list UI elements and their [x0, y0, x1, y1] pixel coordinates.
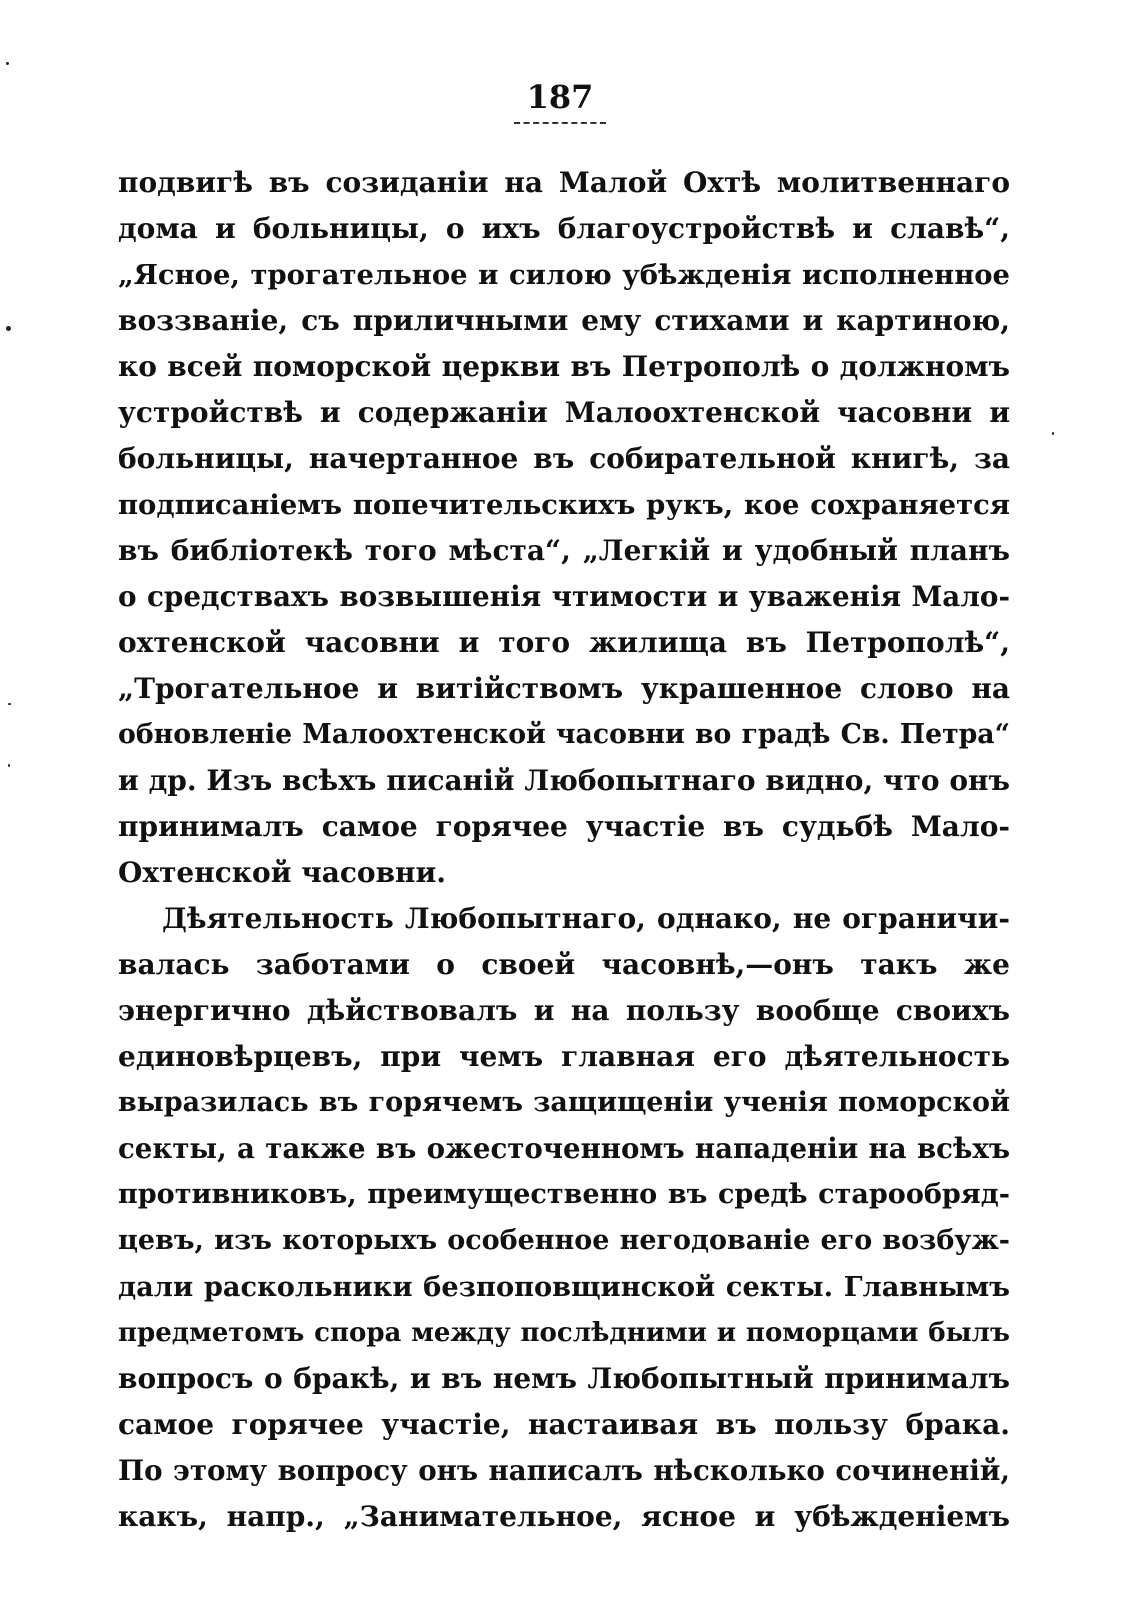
text-line: дома и больницы, о ихъ благоустройствѣ и славѣ“,	[118, 212, 1010, 245]
body-text	[118, 160, 1010, 1540]
text-line: вопросъ о бракѣ, и въ немъ Любопытный принималъ	[118, 1362, 1010, 1395]
text-line: Охтенской часовни.	[118, 856, 447, 889]
text-line: „Трогательное и витійствомъ украшенное слово на	[118, 672, 1010, 705]
text-line: въ библіотекѣ того мѣста“, „Легкій и удобный планъ	[118, 534, 1010, 567]
text-line: воззваніе, съ приличными ему стихами и картиною,	[118, 304, 1010, 337]
text-line: подписаніемъ попечительскихъ рукъ, кое сохраняется	[118, 489, 1010, 521]
text-line: подвигѣ въ созиданіи на Малой Охтѣ молитвеннаго	[118, 166, 1010, 199]
text-line: противниковъ, преимущественно въ средѣ старообряд-	[118, 1179, 1010, 1210]
text-line: какъ, напр., „Занимательное, ясное и убѣжденіемъ	[118, 1500, 1010, 1533]
text-line: цевъ, изъ которыхъ особенное негодованіе его возбуж-	[118, 1225, 1010, 1256]
text-line: валась заботами о своей часовнѣ,—онъ такъ же	[118, 948, 1010, 981]
text-line: По этому вопросу онъ написалъ нѣсколько сочиненій,	[118, 1454, 1010, 1487]
text-line: обновленіе Малоохтенской часовни во градѣ Св. Петра“	[118, 719, 1010, 750]
scan-speck	[1052, 432, 1054, 435]
text-line: выразилась въ горячемъ защищеніи ученія поморской	[118, 1087, 1010, 1118]
text-line: устройствѣ и содержаніи Малоохтенской часовни и	[118, 396, 1010, 429]
text-line: ко всей поморской церкви въ Петрополѣ о должномъ	[118, 350, 1010, 383]
text-line: Дѣятельность Любопытнаго, однако, не ограничи-	[162, 902, 1010, 935]
text-line: секты, а также въ ожесточенномъ нападеніи на всѣхъ	[118, 1132, 1010, 1165]
text-line: принималъ самое горячее участіе въ судьбѣ Мало-	[118, 810, 1010, 843]
text-line: охтенской часовни и того жилища въ Петрополѣ“,	[118, 626, 1010, 659]
scan-speck	[6, 326, 11, 331]
text-line: о средствахъ возвышенія чтимости и уваженія Мало-	[118, 580, 1010, 613]
text-line: предметомъ спора между послѣдними и поморцами былъ	[118, 1318, 1010, 1348]
text-line: и др. Изъ всѣхъ писаній Любопытнаго видно, что онъ	[118, 764, 1010, 797]
page-number: 187	[526, 78, 594, 116]
text-line: самое горячее участіе, настаивая въ пользу брака.	[118, 1408, 1010, 1441]
text-line: больницы, начертанное въ собирательной книгѣ, за	[118, 442, 1010, 475]
scan-speck	[8, 703, 11, 705]
text-line: дали раскольники безпоповщинской секты. Главнымъ	[118, 1271, 1010, 1303]
scan-speck	[8, 764, 10, 767]
text-line: единовѣрцевъ, при чемъ главная его дѣятельность	[118, 1040, 1010, 1073]
scan-speck	[6, 62, 9, 65]
text-line: энергично дѣйствовалъ и на пользу вообще своихъ	[118, 994, 1010, 1027]
text-line: „Ясное, трогательное и силою убѣжденія исполненное	[118, 259, 1010, 291]
page-number-rule	[514, 122, 606, 124]
